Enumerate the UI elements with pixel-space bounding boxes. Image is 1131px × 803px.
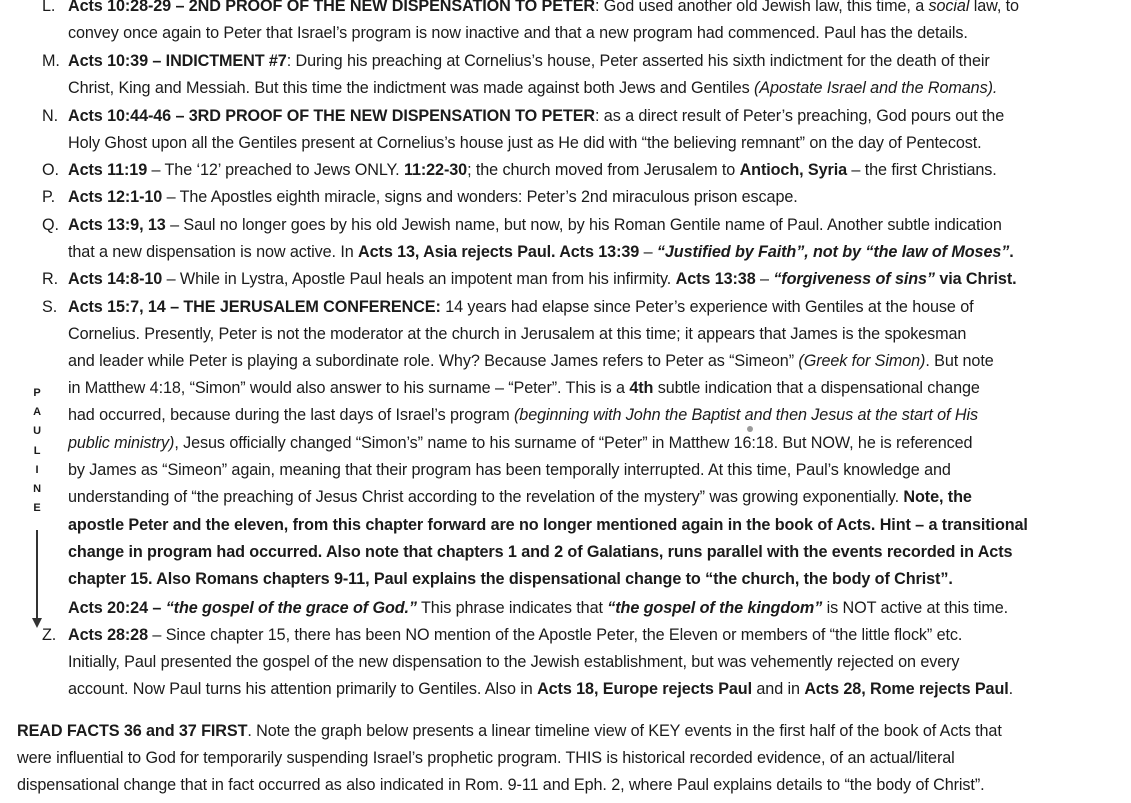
side-letter: E bbox=[33, 502, 41, 515]
down-arrow-icon bbox=[32, 618, 42, 628]
text-line: account. Now Paul turns his attention primarily to Gentiles. Also in Acts 18, Europe rejects Paul and in Acts 28, Rome rejects Paul. bbox=[68, 680, 1014, 698]
text-line: Acts 20:24 – “the gospel of the grace of God.” This phrase indicates that “the gospel of the kingdom” is NOT active at this time. bbox=[68, 599, 1009, 617]
text-line: Holy Ghost upon all the Gentiles present at Cornelius’s house just as He did with “the believing remnant” on the day of Pentecost. bbox=[68, 134, 982, 152]
text-line: Acts 11:19 – The ‘12’ preached to Jews ONLY. 11:22-30; the church moved from Jerusalem to Antioch, Syria – the first Christians. bbox=[68, 161, 997, 179]
item-letter: R. bbox=[42, 270, 58, 288]
item-letter: N. bbox=[42, 107, 58, 125]
text-line: READ FACTS 36 and 37 FIRST. Note the graph below presents a linear timeline view of KEY events in the first half of the book of Acts that bbox=[17, 722, 1002, 740]
text-line: Acts 15:7, 14 – THE JERUSALEM CONFERENCE: 14 years had elapse since Peter’s experience with Gentiles at the house of bbox=[68, 298, 974, 316]
side-letter: L bbox=[33, 444, 41, 457]
item-letter: P. bbox=[42, 188, 56, 206]
text-line: understanding of “the preaching of Jesus Christ according to the revelation of the mystery” was growing exponentially. Note, the bbox=[68, 488, 972, 506]
item-letter: Q. bbox=[42, 216, 59, 234]
pauline-arrow-shaft bbox=[36, 530, 38, 620]
item-letter: L. bbox=[42, 0, 56, 15]
text-line: dispensational change that in fact occurred as also indicated in Rom. 9-11 and Eph. 2, where Paul explains details to “the body of Christ”. bbox=[17, 776, 985, 794]
text-line: and leader while Peter is playing a subordinate role. Why? Because James refers to Peter as “Simeon” (Greek for Simon). But note bbox=[68, 352, 994, 370]
text-line: Cornelius. Presently, Peter is not the moderator at the church in Jerusalem at this time; it appears that James is the spokesman bbox=[68, 325, 967, 343]
pauline-side-label bbox=[30, 384, 44, 518]
item-letter: M. bbox=[42, 52, 60, 70]
side-letter: N bbox=[33, 483, 41, 496]
text-line: had occurred, because during the last days of Israel’s program (beginning with John the Baptist and then Jesus at the start of His bbox=[68, 406, 978, 424]
text-line: Acts 12:1-10 – The Apostles eighth miracle, signs and wonders: Peter’s 2nd miraculous prison escape. bbox=[68, 188, 798, 206]
text-line: apostle Peter and the eleven, from this chapter forward are no longer mentioned again in the book of Acts. Hint – a transitional bbox=[68, 516, 1028, 534]
text-line: Acts 14:8-10 – While in Lystra, Apostle Paul heals an impotent man from his infirmity. Acts 13:38 – “forgiveness of sins” via Christ. bbox=[68, 270, 1017, 288]
side-letter: A bbox=[33, 406, 41, 419]
text-line: Acts 28:28 – Since chapter 15, there has been NO mention of the Apostle Peter, the Eleven or members of “the little flock” etc. bbox=[68, 626, 963, 644]
text-line: Acts 10:28-29 – 2ND PROOF OF THE NEW DISPENSATION TO PETER: God used another old Jewish law, this time, a social law, to bbox=[68, 0, 1019, 15]
text-line: Christ, King and Messiah. But this time the indictment was made against both Jews and Gentiles (Apostate Israel and the Romans). bbox=[68, 79, 998, 97]
text-line: Acts 10:39 – INDICTMENT #7: During his preaching at Cornelius’s house, Peter asserted his sixth indictment for the death of their bbox=[68, 52, 990, 70]
text-line: public ministry), Jesus officially changed “Simon’s” name to his surname of “Peter” in Matthew 16:18. But NOW, he is referenced bbox=[68, 434, 973, 452]
item-letter: Z. bbox=[42, 626, 57, 644]
item-letter: S. bbox=[42, 298, 58, 316]
text-line: were influential to God for temporarily suspending Israel’s prophetic program. THIS is historical recorded evidence, of an actual/literal bbox=[17, 749, 955, 767]
text-line: that a new dispensation is now active. In Acts 13, Asia rejects Paul. Acts 13:39 – “Justified by Faith”, not by “the law of Moses”. bbox=[68, 243, 1014, 261]
text-line: in Matthew 4:18, “Simon” would also answer to his surname – “Peter”. This is a 4th subtle indication that a dispensational change bbox=[68, 379, 980, 397]
side-letter: U bbox=[33, 425, 41, 438]
text-line: convey once again to Peter that Israel’s program is now inactive and that a new program had commenced. Paul has the details. bbox=[68, 24, 968, 42]
side-letter: P bbox=[33, 387, 41, 399]
text-line: change in program had occurred. Also note that chapters 1 and 2 of Galatians, runs parallel with the events recorded in Acts bbox=[68, 543, 1013, 561]
text-line: Acts 10:44-46 – 3RD PROOF OF THE NEW DISPENSATION TO PETER: as a direct result of Peter’s preaching, God pours out the bbox=[68, 107, 1005, 125]
text-line: Initially, Paul presented the gospel of the new dispensation to the Jewish establishment, but was vehemently rejected on every bbox=[68, 653, 960, 671]
item-letter: O. bbox=[42, 161, 59, 179]
text-line: by James as “Simeon” again, meaning that their program has been temporally interrupted. At this time, Paul’s knowledge and bbox=[68, 461, 951, 479]
scan-speck bbox=[747, 426, 753, 432]
side-letter: I bbox=[35, 463, 39, 476]
text-line: chapter 15. Also Romans chapters 9-11, Paul explains the dispensational change to “the church, the body of Christ”. bbox=[68, 570, 953, 588]
text-line: Acts 13:9, 13 – Saul no longer goes by his old Jewish name, but now, by his Roman Gentile name of Paul. Another subtle indication bbox=[68, 216, 1002, 234]
